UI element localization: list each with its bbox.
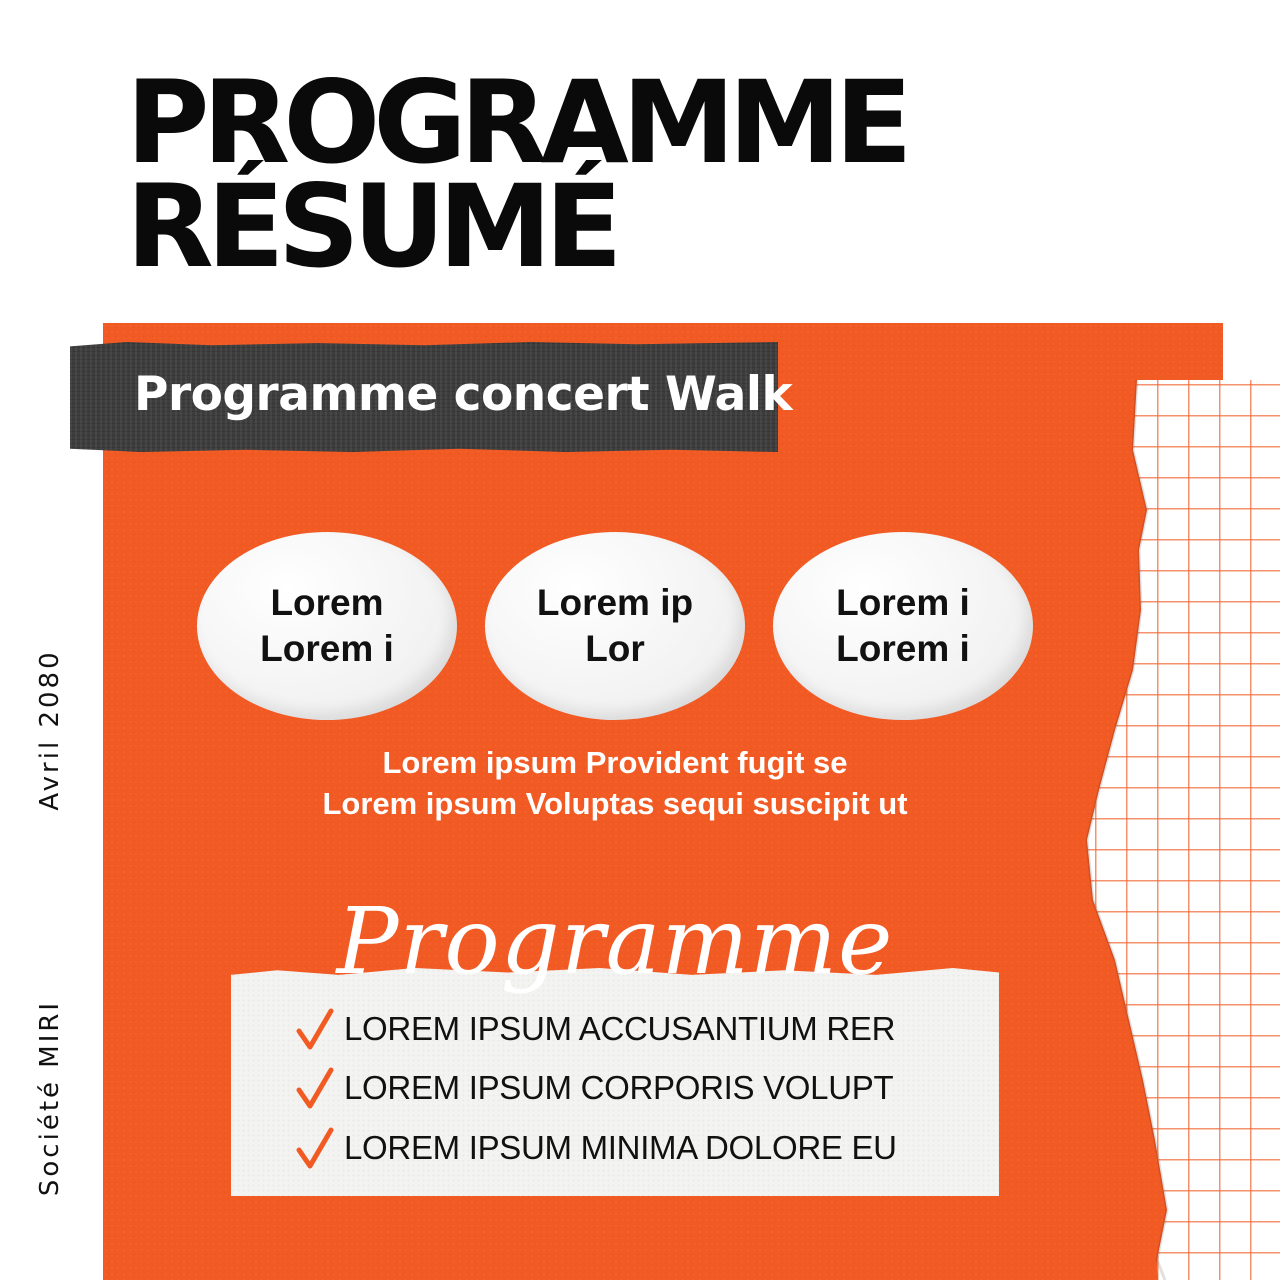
bubble-2-line-1: Lorem ip — [536, 582, 694, 623]
list-item-text: LOREM IPSUM MINIMA DOLORE EU — [344, 1129, 897, 1166]
list-item-text: LOREM IPSUM ACCUSANTIUM RER — [344, 1010, 896, 1047]
bubble-3 — [773, 532, 1033, 720]
bubble-3-line-1: Lorem i — [836, 582, 970, 623]
banner-title: Programme concert Walk — [134, 367, 793, 422]
subtitle-line-2: Lorem ipsum Voluptas sequi suscipit ut — [322, 786, 908, 821]
bubble-3-line-2: Lorem i — [836, 628, 970, 669]
bubble-1 — [197, 532, 457, 720]
title-line-2: RÉSUMÉ — [126, 160, 616, 293]
checkmark-icon — [296, 1007, 334, 1051]
checkmark-icon — [296, 1126, 334, 1170]
bubble-2-line-2: Lor — [585, 628, 645, 669]
bubble-1-line-2: Lorem i — [260, 628, 394, 669]
list-item — [296, 1004, 895, 1054]
date-label: Avril 2080 — [35, 649, 65, 811]
bubble-1-line-1: Lorem — [270, 582, 384, 623]
company-label: Société MIRI — [35, 999, 65, 1197]
checkmark-icon — [296, 1066, 334, 1110]
list-item — [296, 1123, 897, 1173]
title-line-1: PROGRAMME — [126, 56, 906, 189]
list-item-text: LOREM IPSUM CORPORIS VOLUPT — [344, 1069, 894, 1106]
list-item — [296, 1063, 893, 1113]
subtitle-line-1: Lorem ipsum Provident fugit se — [382, 745, 848, 780]
bubble-2 — [485, 532, 745, 720]
program-heading: Programme — [336, 888, 894, 995]
